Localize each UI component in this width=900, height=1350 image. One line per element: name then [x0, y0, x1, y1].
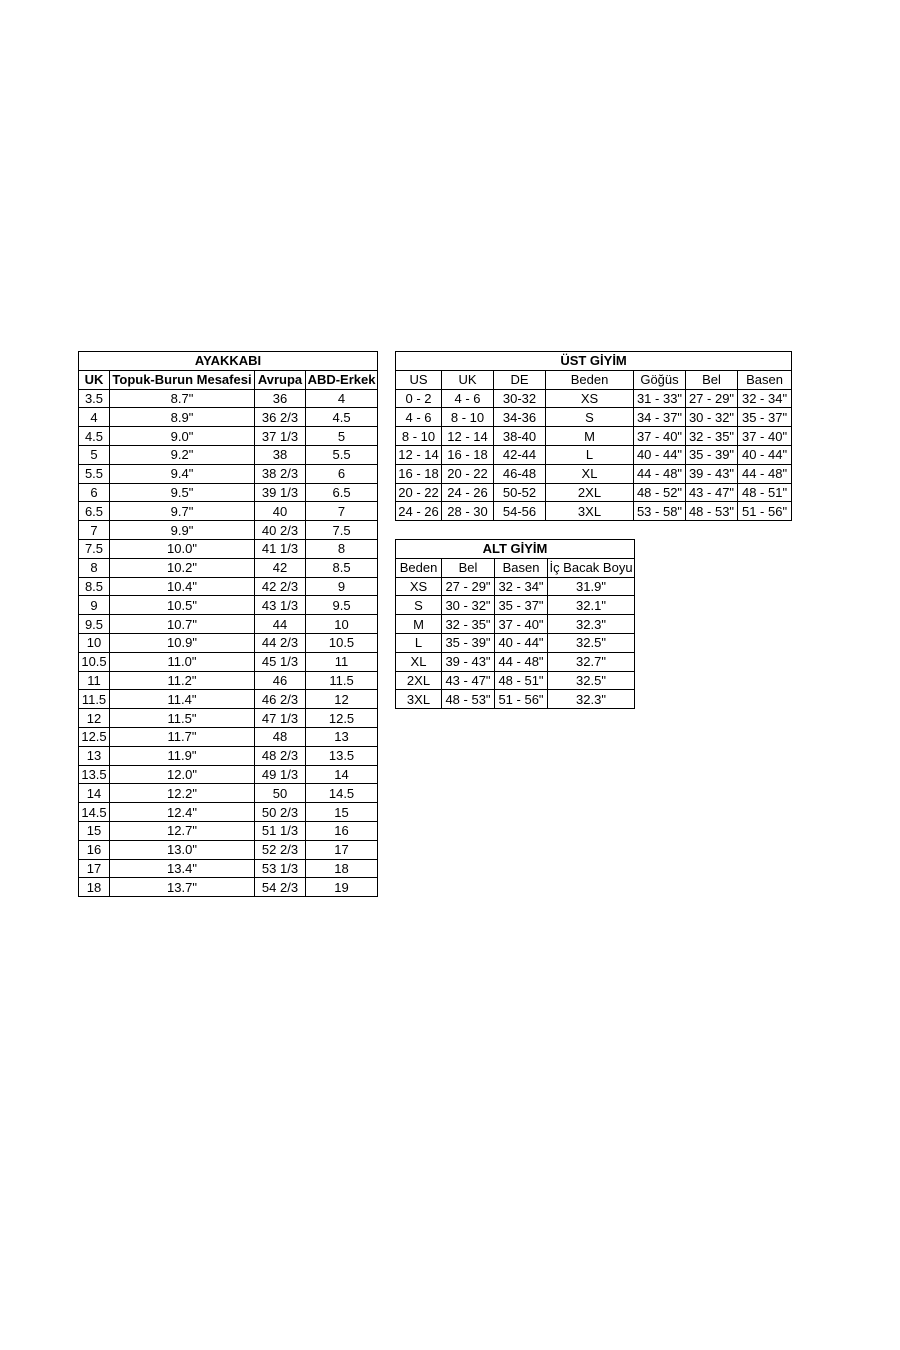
shoe-table-cell: 37 1/3 [255, 427, 306, 446]
bottom-table-cell: 27 - 29" [442, 577, 495, 596]
top-table-cell: XS [546, 389, 634, 408]
bottom-table-cell: 32.5" [548, 671, 635, 690]
shoe-table-cell: 19 [306, 878, 378, 897]
bottom-table-cell: 48 - 51" [495, 671, 548, 690]
bottom-table-cell: 31.9" [548, 577, 635, 596]
shoe-table-cell: 10.7" [110, 615, 255, 634]
shoe-table-cell: 42 [255, 558, 306, 577]
shoe-table-row [79, 389, 378, 408]
shoe-table-body [79, 389, 378, 897]
bottom-table-cell: S [396, 596, 442, 615]
shoe-table-cell: 14 [306, 765, 378, 784]
shoe-table-cell: 18 [306, 859, 378, 878]
shoe-table-row [79, 464, 378, 483]
shoe-table-row [79, 615, 378, 634]
top-table-cell: 34-36 [494, 408, 546, 427]
top-table-cell: 20 - 22 [442, 464, 494, 483]
shoe-table-cell: 12.5 [306, 709, 378, 728]
top-table-cell: 24 - 26 [396, 502, 442, 521]
top-table-cell: L [546, 445, 634, 464]
bottom-table-cell: XL [396, 652, 442, 671]
shoe-table-cell: 13 [79, 746, 110, 765]
shoe-table-row [79, 746, 378, 765]
shoe-table-cell: 43 1/3 [255, 596, 306, 615]
top-table-cell: 0 - 2 [396, 389, 442, 408]
shoe-table-cell: 13.4" [110, 859, 255, 878]
top-table-cell: 12 - 14 [396, 445, 442, 464]
bottom-table-cell: 2XL [396, 671, 442, 690]
top-table-cell: 32 - 34" [738, 389, 792, 408]
shoe-table-cell: 48 2/3 [255, 746, 306, 765]
shoe-table-cell: 38 [255, 445, 306, 464]
top-table-cell: 37 - 40" [738, 427, 792, 446]
top-table-cell: 40 - 44" [634, 445, 686, 464]
shoe-table-row [79, 483, 378, 502]
top-table-row [396, 502, 792, 521]
shoe-table-cell: 47 1/3 [255, 709, 306, 728]
shoe-table-cell: 3.5 [79, 389, 110, 408]
shoe-table-cell: 12.5 [79, 727, 110, 746]
bottom-table-cell: 30 - 32" [442, 596, 495, 615]
top-table-cell: 44 - 48" [738, 464, 792, 483]
top-table-row [396, 445, 792, 464]
top-header-us: US [396, 370, 442, 389]
shoe-table-cell: 44 [255, 615, 306, 634]
shoe-table-cell: 15 [306, 803, 378, 822]
bottom-table-cell: L [396, 633, 442, 652]
top-table-cell: 16 - 18 [396, 464, 442, 483]
shoe-table-cell: 8.7" [110, 389, 255, 408]
top-header-chest: Göğüs [634, 370, 686, 389]
top-table-cell: 12 - 14 [442, 427, 494, 446]
top-table-cell: 30 - 32" [686, 408, 738, 427]
shoe-table-cell: 14.5 [79, 803, 110, 822]
shoe-table-cell: 8 [79, 558, 110, 577]
top-table-cell: 8 - 10 [442, 408, 494, 427]
shoe-table-cell: 7 [79, 521, 110, 540]
shoe-table-cell: 6 [306, 464, 378, 483]
top-table-cell: 32 - 35" [686, 427, 738, 446]
bottom-header-inseam: İç Bacak Boyu [549, 560, 633, 576]
shoe-table-cell: 9 [306, 577, 378, 596]
top-table-cell: 39 - 43" [686, 464, 738, 483]
shoe-table-cell: 9.7" [110, 502, 255, 521]
shoe-table-row [79, 709, 378, 728]
top-table-cell: 31 - 33" [634, 389, 686, 408]
shoe-header-row [79, 370, 378, 389]
top-table-cell: 20 - 22 [396, 483, 442, 502]
shoe-table-row [79, 878, 378, 897]
top-table-cell: 16 - 18 [442, 445, 494, 464]
shoe-table-cell: 50 2/3 [255, 803, 306, 822]
shoe-table-row [79, 671, 378, 690]
shoe-table-cell: 46 [255, 671, 306, 690]
top-table-row [396, 389, 792, 408]
bottom-table-row [396, 690, 635, 709]
shoe-table-cell: 10.9" [110, 633, 255, 652]
shoe-table-cell: 17 [306, 840, 378, 859]
shoe-table-cell: 10.4" [110, 577, 255, 596]
shoe-table-cell: 11.5" [110, 709, 255, 728]
top-table-row [396, 427, 792, 446]
top-table-cell: 4 - 6 [442, 389, 494, 408]
shoe-table-row [79, 539, 378, 558]
shoe-table-cell: 7.5 [79, 539, 110, 558]
shoe-table-cell: 14 [79, 784, 110, 803]
top-table-cell: 24 - 26 [442, 483, 494, 502]
bottom-table-title: ALT GİYİM [396, 540, 635, 559]
bottom-table-row [396, 596, 635, 615]
top-table-cell: 48 - 53" [686, 502, 738, 521]
bottom-table-cell: XS [396, 577, 442, 596]
top-table-body [396, 389, 792, 521]
shoe-table-cell: 10.2" [110, 558, 255, 577]
shoe-table-cell: 6.5 [79, 502, 110, 521]
bottom-table-cell: 44 - 48" [495, 652, 548, 671]
bottom-table-row [396, 671, 635, 690]
bottom-header-hip: Basen [495, 558, 548, 577]
shoe-header-eu: Avrupa [255, 370, 306, 389]
bottom-table-cell: 32 - 34" [495, 577, 548, 596]
shoe-table-cell: 36 [255, 389, 306, 408]
top-title-row [396, 352, 792, 371]
top-table-cell: 3XL [546, 502, 634, 521]
shoe-table-cell: 6 [79, 483, 110, 502]
top-table-cell: 46-48 [494, 464, 546, 483]
bottom-table-cell: 32.3" [548, 690, 635, 709]
shoe-table-cell: 4 [79, 408, 110, 427]
top-table-cell: 35 - 39" [686, 445, 738, 464]
shoe-table-cell: 40 2/3 [255, 521, 306, 540]
shoe-table-row [79, 633, 378, 652]
top-header-waist: Bel [686, 370, 738, 389]
shoe-table-cell: 10.5" [110, 596, 255, 615]
shoe-table-cell: 11.2" [110, 671, 255, 690]
shoe-table-row [79, 502, 378, 521]
shoe-table-cell: 42 2/3 [255, 577, 306, 596]
bottom-header-waist: Bel [442, 558, 495, 577]
shoe-table-row [79, 408, 378, 427]
bottom-table-cell: 32.5" [548, 633, 635, 652]
shoe-table-cell: 11 [306, 652, 378, 671]
shoe-table-row [79, 577, 378, 596]
bottom-table-row [396, 615, 635, 634]
bottom-table-cell: 35 - 39" [442, 633, 495, 652]
top-table-cell: 8 - 10 [396, 427, 442, 446]
shoe-table-cell: 11.5 [79, 690, 110, 709]
top-table-cell: 2XL [546, 483, 634, 502]
shoe-table-cell: 18 [79, 878, 110, 897]
bottom-table-cell: 48 - 53" [442, 690, 495, 709]
shoe-table-row [79, 445, 378, 464]
bottom-table-cell: 43 - 47" [442, 671, 495, 690]
shoe-table-cell: 54 2/3 [255, 878, 306, 897]
shoe-table-cell: 7.5 [306, 521, 378, 540]
shoe-table-cell: 36 2/3 [255, 408, 306, 427]
shoe-table-cell: 9.5 [79, 615, 110, 634]
shoe-table-row [79, 558, 378, 577]
shoe-table-cell: 11.0" [110, 652, 255, 671]
top-table-cell: 38-40 [494, 427, 546, 446]
shoe-table-cell: 4.5 [306, 408, 378, 427]
top-header-uk: UK [442, 370, 494, 389]
bottom-table-cell: 39 - 43" [442, 652, 495, 671]
top-table-cell: XL [546, 464, 634, 483]
top-table-cell: 48 - 51" [738, 483, 792, 502]
shoe-table-cell: 45 1/3 [255, 652, 306, 671]
top-table-cell: 40 - 44" [738, 445, 792, 464]
shoe-table-cell: 13 [306, 727, 378, 746]
shoe-table-cell: 40 [255, 502, 306, 521]
shoe-table-row [79, 765, 378, 784]
shoe-table-cell: 17 [79, 859, 110, 878]
bottom-table-cell: 35 - 37" [495, 596, 548, 615]
shoe-table-cell: 9.2" [110, 445, 255, 464]
shoe-table-cell: 50 [255, 784, 306, 803]
shoe-table-cell: 10.5 [306, 633, 378, 652]
shoe-table-cell: 48 [255, 727, 306, 746]
top-table-cell: 37 - 40" [634, 427, 686, 446]
shoe-header-uk: UK [79, 370, 110, 389]
top-table-cell: 50-52 [494, 483, 546, 502]
top-table-cell: 42-44 [494, 445, 546, 464]
shoe-table-cell: 10.0" [110, 539, 255, 558]
shoe-table-cell: 11 [79, 671, 110, 690]
shoe-table-cell: 11.7" [110, 727, 255, 746]
shoe-table-cell: 9 [79, 596, 110, 615]
bottom-table-row [396, 633, 635, 652]
shoe-table-cell: 11.9" [110, 746, 255, 765]
top-table-cell: S [546, 408, 634, 427]
top-table-row [396, 464, 792, 483]
shoe-table-cell: 12 [306, 690, 378, 709]
shoe-table-cell: 9.9" [110, 521, 255, 540]
bottom-table-cell: 32 - 35" [442, 615, 495, 634]
shoe-table-row [79, 859, 378, 878]
shoe-table-cell: 13.0" [110, 840, 255, 859]
shoe-table-row [79, 821, 378, 840]
shoe-size-table [78, 351, 378, 897]
shoe-table-row [79, 596, 378, 615]
shoe-table-row [79, 803, 378, 822]
top-table-cell: 43 - 47" [686, 483, 738, 502]
shoe-table-cell: 10.5 [79, 652, 110, 671]
top-table-cell: 44 - 48" [634, 464, 686, 483]
shoe-table-cell: 4 [306, 389, 378, 408]
shoe-table-row [79, 784, 378, 803]
shoe-table-cell: 5 [306, 427, 378, 446]
shoe-table-cell: 5.5 [79, 464, 110, 483]
shoe-table-cell: 12.0" [110, 765, 255, 784]
top-table-cell: M [546, 427, 634, 446]
shoe-table-row [79, 427, 378, 446]
shoe-table-cell: 8.9" [110, 408, 255, 427]
shoe-table-cell: 44 2/3 [255, 633, 306, 652]
shoe-table-row [79, 840, 378, 859]
shoe-table-cell: 52 2/3 [255, 840, 306, 859]
shoe-table-cell: 39 1/3 [255, 483, 306, 502]
bottom-table-cell: 32.1" [548, 596, 635, 615]
shoe-table-cell: 13.5 [306, 746, 378, 765]
bottom-title-row [396, 540, 635, 559]
top-table-cell: 30-32 [494, 389, 546, 408]
shoe-table-cell: 12.7" [110, 821, 255, 840]
shoe-table-cell: 51 1/3 [255, 821, 306, 840]
shoe-table-cell: 38 2/3 [255, 464, 306, 483]
bottom-table-row [396, 577, 635, 596]
top-table-cell: 28 - 30 [442, 502, 494, 521]
shoe-table-row [79, 690, 378, 709]
shoe-table-cell: 9.5 [306, 596, 378, 615]
bottom-table-cell: 40 - 44" [495, 633, 548, 652]
bottom-table-cell: 32.3" [548, 615, 635, 634]
shoe-table-cell: 16 [79, 840, 110, 859]
top-table-cell: 54-56 [494, 502, 546, 521]
top-table-row [396, 483, 792, 502]
bottom-header-size: Beden [396, 558, 442, 577]
shoe-table-cell: 8.5 [79, 577, 110, 596]
shoe-table-cell: 11.5 [306, 671, 378, 690]
shoe-table-cell: 5 [79, 445, 110, 464]
shoe-table-cell: 53 1/3 [255, 859, 306, 878]
shoe-table-cell: 9.4" [110, 464, 255, 483]
shoe-table-cell: 9.5" [110, 483, 255, 502]
shoe-header-heel-toe: Topuk-Burun Mesafesi [110, 370, 255, 389]
shoe-title-row [79, 352, 378, 371]
shoe-table-cell: 13.7" [110, 878, 255, 897]
shoe-table-cell: 15 [79, 821, 110, 840]
shoe-table-cell: 12 [79, 709, 110, 728]
bottom-table-cell: M [396, 615, 442, 634]
shoe-table-row [79, 652, 378, 671]
top-table-cell: 35 - 37" [738, 408, 792, 427]
shoe-table-cell: 12.2" [110, 784, 255, 803]
shoe-table-row [79, 727, 378, 746]
bottom-header-row [396, 558, 635, 577]
shoe-table-cell: 13.5 [79, 765, 110, 784]
shoe-table-cell: 41 1/3 [255, 539, 306, 558]
top-table-cell: 34 - 37" [634, 408, 686, 427]
top-table-row [396, 408, 792, 427]
shoe-table-cell: 8.5 [306, 558, 378, 577]
shoe-table-cell: 14.5 [306, 784, 378, 803]
top-size-table [395, 351, 792, 521]
top-table-cell: 53 - 58" [634, 502, 686, 521]
bottom-table-row [396, 652, 635, 671]
shoe-table-cell: 6.5 [306, 483, 378, 502]
shoe-table-cell: 16 [306, 821, 378, 840]
top-table-cell: 27 - 29" [686, 389, 738, 408]
shoe-table-cell: 10 [306, 615, 378, 634]
shoe-table-cell: 8 [306, 539, 378, 558]
shoe-table-cell: 4.5 [79, 427, 110, 446]
top-header-de: DE [494, 370, 546, 389]
bottom-table-cell: 32.7" [548, 652, 635, 671]
shoe-table-cell: 9.0" [110, 427, 255, 446]
bottom-table-cell: 37 - 40" [495, 615, 548, 634]
shoe-table-cell: 11.4" [110, 690, 255, 709]
top-header-size: Beden [546, 370, 634, 389]
shoe-table-title: AYAKKABI [79, 352, 378, 371]
top-table-title: ÜST GİYİM [396, 352, 792, 371]
bottom-size-table [395, 539, 635, 709]
shoe-table-cell: 49 1/3 [255, 765, 306, 784]
bottom-table-cell: 3XL [396, 690, 442, 709]
shoe-header-us-men: ABD-Erkek [306, 370, 378, 389]
bottom-table-body [396, 577, 635, 709]
shoe-table-row [79, 521, 378, 540]
shoe-table-cell: 10 [79, 633, 110, 652]
bottom-table-cell: 51 - 56" [495, 690, 548, 709]
shoe-table-cell: 46 2/3 [255, 690, 306, 709]
shoe-table-cell: 12.4" [110, 803, 255, 822]
top-table-cell: 51 - 56" [738, 502, 792, 521]
shoe-table-cell: 7 [306, 502, 378, 521]
top-header-row [396, 370, 792, 389]
top-table-cell: 48 - 52" [634, 483, 686, 502]
top-header-hip: Basen [738, 370, 792, 389]
shoe-table-cell: 5.5 [306, 445, 378, 464]
top-table-cell: 4 - 6 [396, 408, 442, 427]
